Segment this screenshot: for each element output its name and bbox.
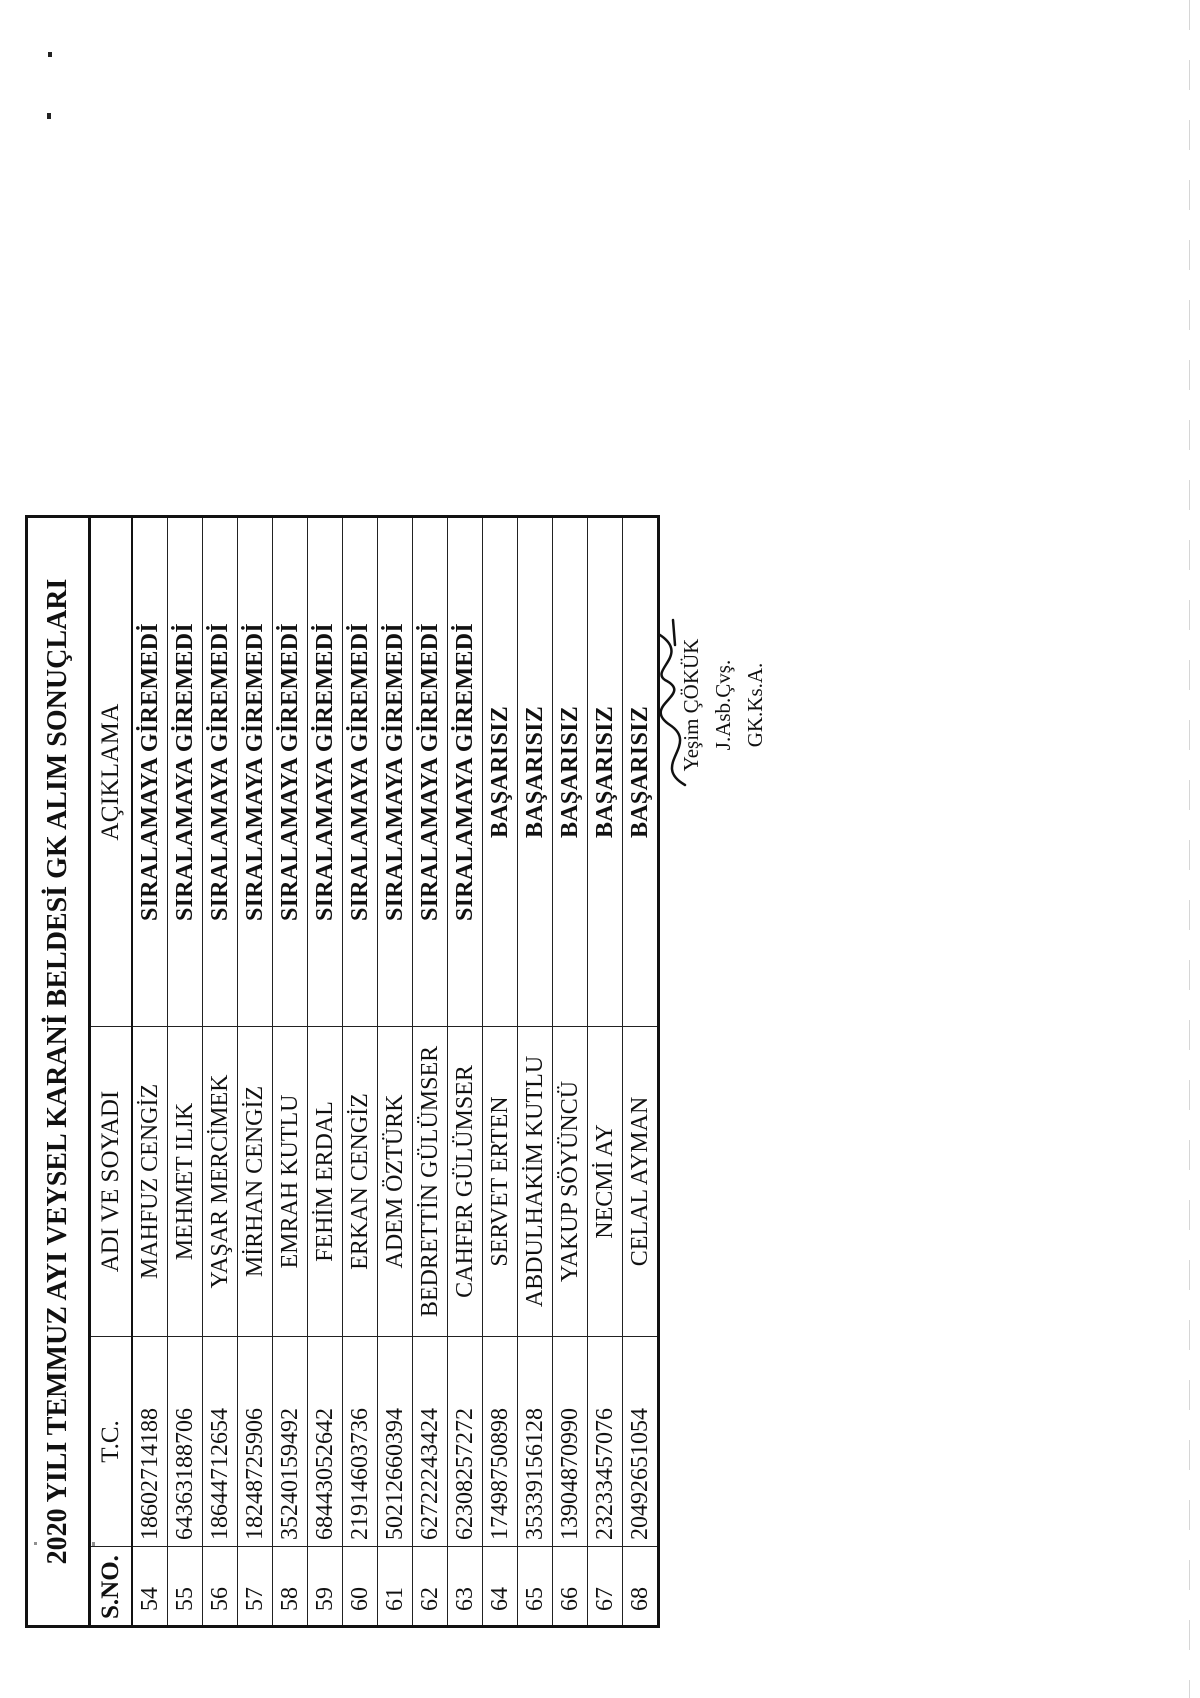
cell-name: NECMİ AY — [588, 1027, 623, 1337]
scan-speck — [47, 113, 51, 119]
cell-no: 62 — [413, 1547, 448, 1627]
cell-name: YAŞAR MERCİMEK — [203, 1027, 238, 1337]
cell-desc: BAŞARISIZ — [518, 517, 553, 1027]
cell-desc: SIRALAMAYA GİREMEDİ — [378, 517, 413, 1027]
signature-rank: J.Asb.Çvş. — [711, 659, 735, 751]
signature-name: Yeşim ÇÖKÜK — [679, 638, 703, 772]
cell-desc: SIRALAMAYA GİREMEDİ — [448, 517, 483, 1027]
scan-speck — [48, 52, 52, 57]
cell-name: ADEM ÖZTÜRK — [378, 1027, 413, 1337]
cell-tc: 64363188706 — [168, 1337, 203, 1547]
cell-no: 68 — [623, 1547, 659, 1627]
header-tc: T.C. — [90, 1337, 133, 1547]
cell-no: 65 — [518, 1547, 553, 1627]
title-row — [27, 517, 90, 1627]
cell-desc: SIRALAMAYA GİREMEDİ — [132, 517, 168, 1027]
table-row — [273, 517, 308, 1627]
results-table — [25, 515, 660, 1628]
cell-name: YAKUP SÖYÜNCÜ — [553, 1027, 588, 1337]
cell-no: 59 — [308, 1547, 343, 1627]
cell-name: MİRHAN CENGİZ — [238, 1027, 273, 1337]
signature-scribble — [645, 615, 705, 795]
table-row — [343, 517, 378, 1627]
cell-no: 54 — [132, 1547, 168, 1627]
cell-desc: SIRALAMAYA GİREMEDİ — [273, 517, 308, 1027]
cell-tc: 62722243424 — [413, 1337, 448, 1547]
cell-name: ABDULHAKİM KUTLU — [518, 1027, 553, 1337]
cell-no: 56 — [203, 1547, 238, 1627]
table-row — [553, 517, 588, 1627]
table-row — [203, 517, 238, 1627]
cell-name: BEDRETTİN GÜLÜMSER — [413, 1027, 448, 1337]
cell-tc: 20492651054 — [623, 1337, 659, 1547]
document-title: 2020 YILI TEMMUZ AYI VEYSEL KARANİ BELDESİ GK ALIM SONUÇLARI — [27, 517, 90, 1627]
cell-tc: 18644712654 — [203, 1337, 238, 1547]
signature-unit: GK.Ks.A. — [743, 662, 767, 748]
cell-name: ERKAN CENGİZ — [343, 1027, 378, 1337]
cell-no: 61 — [378, 1547, 413, 1627]
cell-no: 64 — [483, 1547, 518, 1627]
table-row — [308, 517, 343, 1627]
cell-tc: 62308257272 — [448, 1337, 483, 1547]
cell-desc: SIRALAMAYA GİREMEDİ — [203, 517, 238, 1027]
cell-tc: 50212660394 — [378, 1337, 413, 1547]
cell-name: CELAL AYMAN — [623, 1027, 659, 1337]
cell-name: MEHMET ILIK — [168, 1027, 203, 1337]
cell-tc: 35240159492 — [273, 1337, 308, 1547]
cell-desc: BAŞARISIZ — [483, 517, 518, 1027]
cell-name: SERVET ERTEN — [483, 1027, 518, 1337]
table-row — [413, 517, 448, 1627]
cell-name: EMRAH KUTLU — [273, 1027, 308, 1337]
header-desc: AÇIKLAMA — [90, 517, 133, 1027]
cell-desc: SIRALAMAYA GİREMEDİ — [413, 517, 448, 1027]
cell-no: 58 — [273, 1547, 308, 1627]
table-row — [448, 517, 483, 1627]
table-row — [483, 517, 518, 1627]
cell-tc: 18248725906 — [238, 1337, 273, 1547]
cell-no: 66 — [553, 1547, 588, 1627]
cell-desc: BAŞARISIZ — [553, 517, 588, 1027]
cell-no: 67 — [588, 1547, 623, 1627]
cell-name: CAHFER GÜLÜMSER — [448, 1027, 483, 1337]
cell-no: 57 — [238, 1547, 273, 1627]
cell-desc: SIRALAMAYA GİREMEDİ — [343, 517, 378, 1027]
header-no: S.NO. — [90, 1547, 133, 1627]
table-row — [168, 517, 203, 1627]
cell-tc: 13904870990 — [553, 1337, 588, 1547]
header-row — [90, 517, 133, 1627]
cell-desc: BAŞARISIZ — [588, 517, 623, 1027]
cell-tc: 23233457076 — [588, 1337, 623, 1547]
cell-desc: BAŞARISIZ — [623, 517, 659, 1027]
signature-block — [675, 555, 785, 855]
cell-tc: 18602714188 — [132, 1337, 168, 1547]
table-row — [378, 517, 413, 1627]
cell-no: 55 — [168, 1547, 203, 1627]
scan-edge-line — [1189, 0, 1190, 1698]
results-document — [25, 518, 653, 1628]
cell-tc: 35339156128 — [518, 1337, 553, 1547]
cell-no: 63 — [448, 1547, 483, 1627]
cell-desc: SIRALAMAYA GİREMEDİ — [168, 517, 203, 1027]
cell-name: MAHFUZ CENGİZ — [132, 1027, 168, 1337]
cell-desc: SIRALAMAYA GİREMEDİ — [238, 517, 273, 1027]
table-row — [132, 517, 168, 1627]
cell-no: 60 — [343, 1547, 378, 1627]
cell-tc: 68443052642 — [308, 1337, 343, 1547]
cell-tc: 21914603736 — [343, 1337, 378, 1547]
cell-desc: SIRALAMAYA GİREMEDİ — [308, 517, 343, 1027]
table-row — [238, 517, 273, 1627]
cell-tc: 17498750898 — [483, 1337, 518, 1547]
table-row — [588, 517, 623, 1627]
cell-name: FEHİM ERDAL — [308, 1027, 343, 1337]
table-row — [518, 517, 553, 1627]
header-name: ADI VE SOYADI — [90, 1027, 133, 1337]
